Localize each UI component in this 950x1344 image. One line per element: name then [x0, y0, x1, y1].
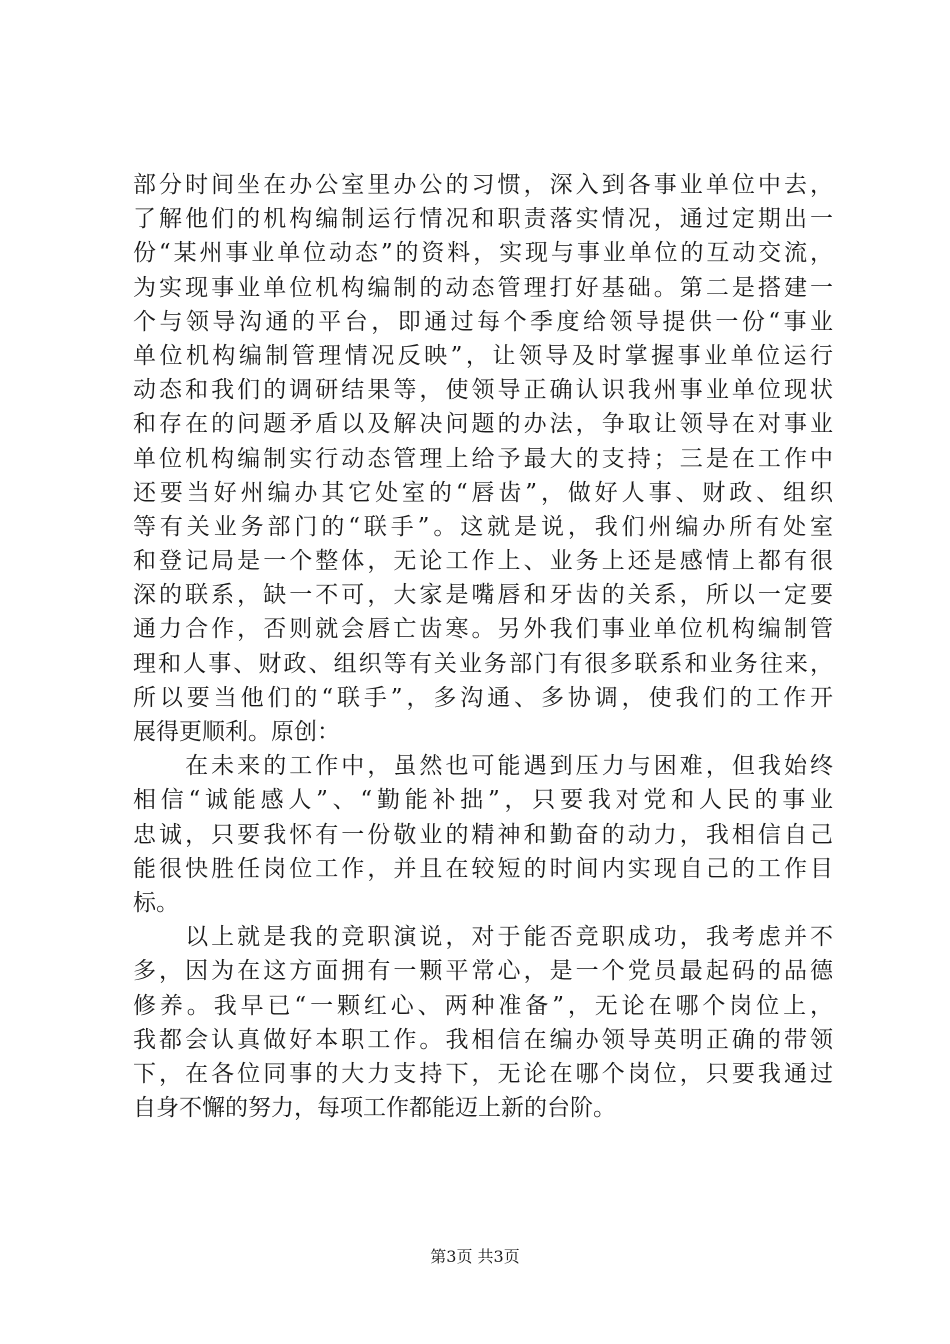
text-line: 还要当好州编办其它处室的“唇齿”，做好人事、财政、组织 — [133, 479, 833, 506]
text-line: 相信“诚能感人”、“勤能补拙”，只要我对党和人民的事业 — [133, 787, 833, 814]
text-line: 以上就是我的竞职演说，对于能否竞职成功，我考虑并不 — [133, 924, 833, 951]
text-line: 我都会认真做好本职工作。我相信在编办领导英明正确的带领 — [133, 1026, 833, 1053]
text-line: 展得更顺利。原创： — [133, 719, 340, 745]
text-line: 单位机构编制实行动态管理上给予最大的支持；三是在工作中 — [133, 445, 833, 472]
text-line: 等有关业务部门的“联手”。这就是说，我们州编办所有处室 — [133, 513, 833, 540]
text-line: 下，在各位同事的大力支持下，无论在哪个岗位，只要我通过 — [133, 1060, 833, 1087]
text-line: 份“某州事业单位动态”的资料，实现与事业单位的互动交流， — [133, 240, 833, 267]
text-line: 深的联系，缺一不可，大家是嘴唇和牙齿的关系，所以一定要 — [133, 582, 833, 609]
text-line: 自身不懈的努力，每项工作都能迈上新的台阶。 — [133, 1095, 616, 1122]
text-line: 单位机构编制管理情况反映”，让领导及时掌握事业单位运行 — [133, 342, 833, 369]
page-number-footer: 第3页 共3页 — [430, 1247, 520, 1266]
text-line: 所以要当他们的“联手”，多沟通、多协调，使我们的工作开 — [133, 684, 833, 711]
text-line: 忠诚，只要我怀有一份敬业的精神和勤奋的动力，我相信自己 — [133, 821, 833, 848]
text-line: 了解他们的机构编制运行情况和职责落实情况，通过定期出一 — [133, 206, 833, 233]
text-line: 在未来的工作中，虽然也可能遇到压力与困难，但我始终 — [133, 753, 833, 780]
text-line: 标。 — [133, 889, 179, 916]
body-text — [133, 168, 833, 1125]
text-line: 理和人事、财政、组织等有关业务部门有很多联系和业务往来， — [133, 650, 833, 677]
text-line: 为实现事业单位机构编制的动态管理打好基础。第二是搭建一 — [133, 274, 833, 301]
text-line: 修养。我早已“一颗红心、两种准备”，无论在哪个岗位上， — [133, 992, 833, 1019]
text-line: 和登记局是一个整体，无论工作上、业务上还是感情上都有很 — [133, 548, 833, 575]
text-line: 能很快胜任岗位工作，并且在较短的时间内实现自己的工作目 — [133, 855, 833, 882]
text-line: 部分时间坐在办公室里办公的习惯，深入到各事业单位中去， — [133, 172, 833, 198]
text-line: 和存在的问题矛盾以及解决问题的办法，争取让领导在对事业 — [133, 411, 833, 438]
text-line: 通力合作，否则就会唇亡齿寒。另外我们事业单位机构编制管 — [133, 616, 833, 643]
text-line: 多，因为在这方面拥有一颗平常心，是一个党员最起码的品德 — [133, 958, 833, 985]
text-line: 个与领导沟通的平台，即通过每个季度给领导提供一份“事业 — [133, 308, 833, 335]
text-line: 动态和我们的调研结果等，使领导正确认识我州事业单位现状 — [133, 377, 833, 404]
